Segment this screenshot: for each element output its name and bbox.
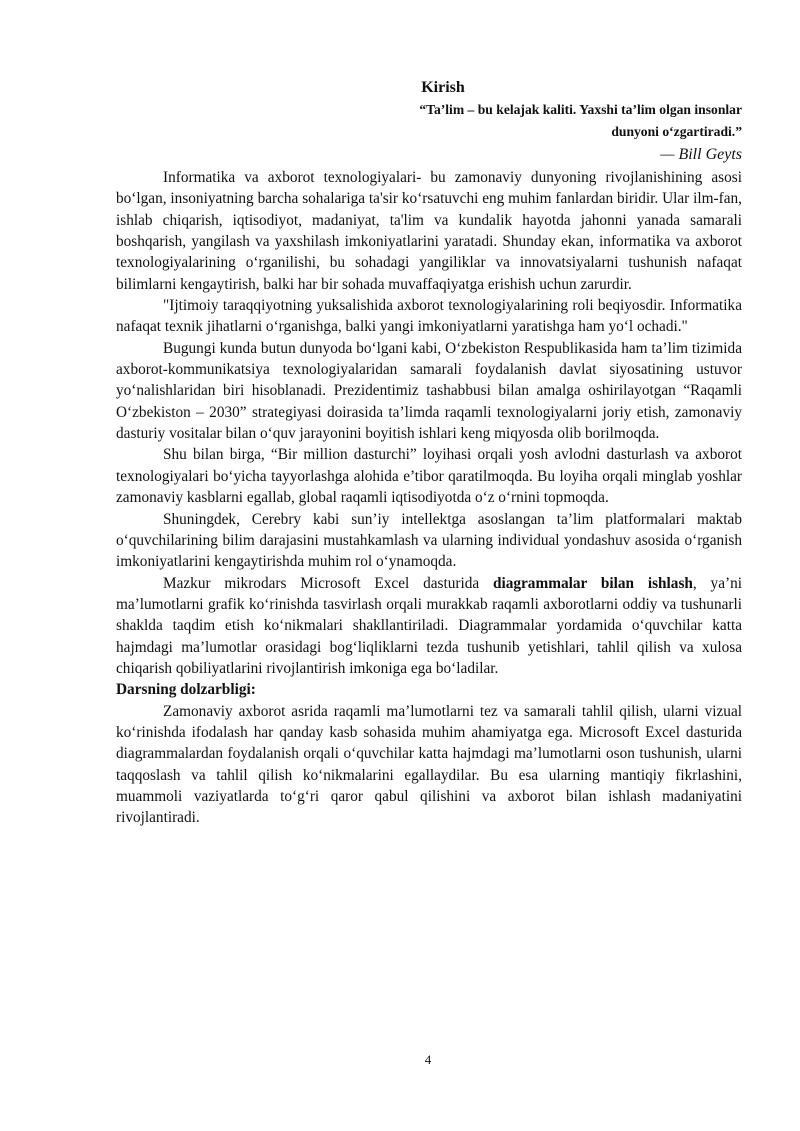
epigraph-author: — Bill Geyts xyxy=(660,146,742,163)
page-number: 4 xyxy=(424,1052,432,1067)
paragraph-6-bold-term: diagrammalar bilan ishlash xyxy=(492,574,693,592)
paragraph-6-text-end: , ya’ni ma’lumotlarni grafik ko‘rinishda tasvirlash orqali murakkab raqamli axborotlarni oddiy va tushunarli shaklda taqdim etish ko‘nikmalari shakllantiriladi. Diagrammalar yordamida o‘quvchilar katta hajmdagi ma’lumotlar orasidagi bog‘liqliklarni tezda tushunib yetishlari, tahlil qilish va xulosa chiqarish qobiliyatlarini rivojlantirish imkoniga ega bo‘ladilar. xyxy=(116,574,742,677)
section-heading: Darsning dolzarbligi: xyxy=(116,681,256,699)
paragraph-6 xyxy=(116,573,742,680)
page-content xyxy=(116,77,742,829)
paragraph-1: Informatika va axborot texnologiyalari- bu zamonaviy dunyoning rivojlanishining asosi bo‘lgan, insoniyatning barcha sohalariga ta'sir ko‘rsatuvchi eng muhim fanlardan biridir. Ular ilm-fan, ishlab chiqarish, iqtisodiyot, madaniyat, ta'lim va kundalik hayotda jahonni yanada samarali boshqarish, yangilash va yaxshilash imkoniyatlarini yaratadi. Shunday ekan, informatika va axborot texnologiyalarining o‘rganilishi, bu sohadagi yangiliklar va innovatsiyalarni tushunish nafaqat bilimlarni kengaytirish, balki har bir sohada muvaffaqiyatga erishish uchun zarurdir. xyxy=(116,169,742,293)
paragraph-3: Bugungi kunda butun dunyoda bo‘lgani kabi, O‘zbekiston Respublikasida ham ta’lim tizimida axborot-kommunikatsiya texnologiyalaridan samarali foydalanish davlat siyosatining ustuvor yo‘nalishlaridan biri hisoblanadi. Prezidentimiz tashabbusi bilan amalga oshirilayotgan “Raqamli O‘zbekiston – 2030” strategiyasi doirasida ta’limda raqamli texnologiyalarni joriy etish, zamonaviy dasturiy vositalar bilan o‘quv jarayonini boyitish ishlari keng miqyosda olib borilmoqda. xyxy=(116,339,742,443)
paragraph-2: "Ijtimoiy taraqqiyotning yuksalishida axborot texnologiyalarining roli beqiyosdir. Informatika nafaqat texnik jihatlarni o‘rganishga, balki yangi imkoniyatlarni yaratishga ham yo‘l ochadi." xyxy=(116,297,742,336)
epigraph-line-2: dunyoni o‘zgartiradi.” xyxy=(611,124,742,139)
paragraph-5: Shuningdek, Cerebry kabi sun’iy intellektga asoslangan ta’lim platformalari maktab o‘quvchilarining bilim darajasini mustahkamlash va ularning individual yondashuv asosida o‘rganish imkoniyatlarini kengaytirishda muhim rol o‘ynamoqda. xyxy=(116,510,742,571)
paragraph-4: Shu bilan birga, “Bir million dasturchi” loyihasi orqali yosh avlodni dasturlash va axborot texnologiyalari bo‘yicha tayyorlashga alohida e’tibor qaratilmoqda. Bu loyiha orqali minglab yoshlar zamonaviy kasblarni egallab, global raqamli iqtisodiyotda o‘z o‘rnini topmoqda. xyxy=(116,446,742,507)
page-title: Kirish xyxy=(421,79,465,96)
paragraph-7: Zamonaviy axborot asrida raqamli ma’lumotlarni tez va samarali tahlil qilish, ularni vizual ko‘rinishda ifodalash har qanday kasb sohasida muhim ahamiyatga ega. Microsoft Excel dasturida diagrammalardan foydalanish orqali o‘quvchilar katta hajmdagi ma’lumotlarni oson tushunish, ularni taqqoslash va tahlil qilish ko‘nikmalarini egallaydilar. Bu esa ularning mantiqiy fikrlashini, muammoli vaziyatlarda to‘g‘ri qaror qabul qilishini va axborot bilan ishlash madaniyatini rivojlantiradi. xyxy=(116,702,742,827)
paragraph-6-text-start: Mazkur mikrodars Microsoft Excel dasturida xyxy=(163,574,493,592)
epigraph-line-1: “Ta’lim – bu kelajak kaliti. Yaxshi ta’lim olgan insonlar xyxy=(419,102,742,117)
